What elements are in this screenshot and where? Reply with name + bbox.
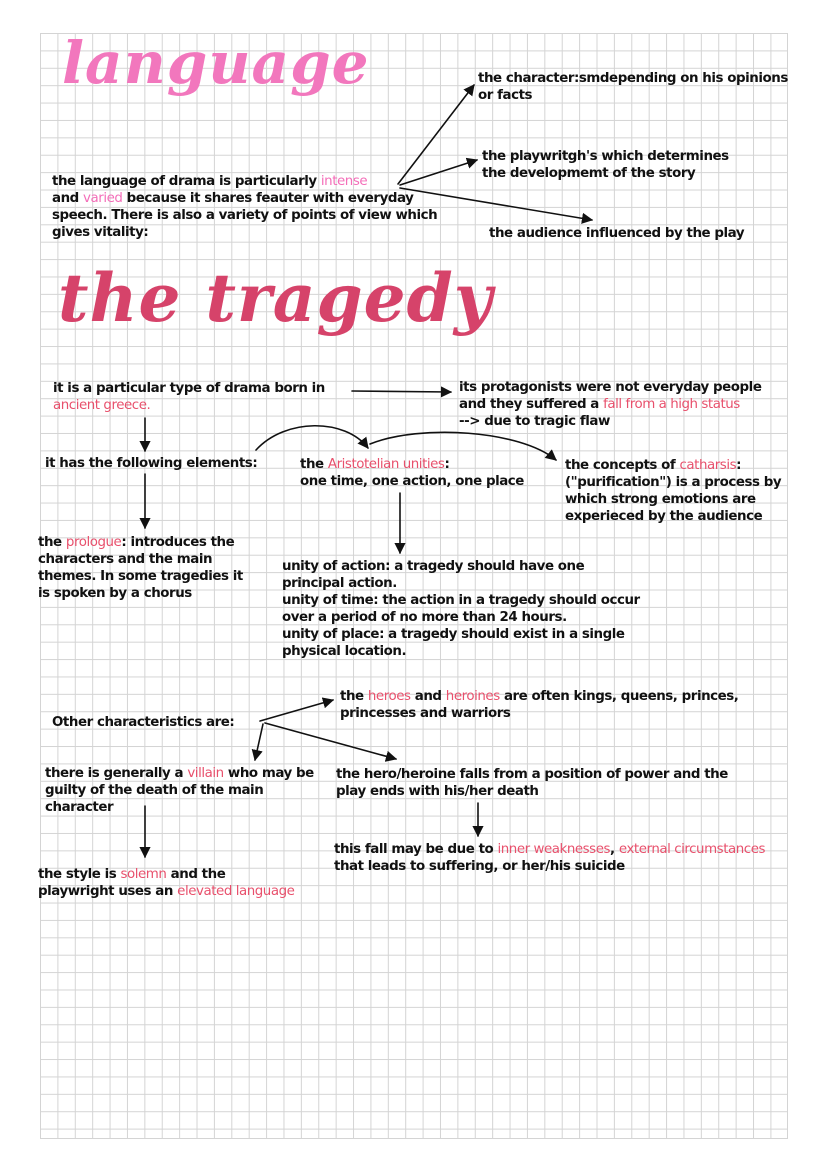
catharsis-note: the concepts of catharsis: ("purification") is a process by which strong emotions are experieced by the audience xyxy=(565,458,782,524)
unity-details-note: unity of action: a tragedy should have one principal action. unity of time: the action in a tragedy should occur over a period of no more than 24 hours. unity of place: a tragedy should exist in a single physical location. xyxy=(282,559,640,659)
other-characteristics-note: Other characteristics are: xyxy=(52,715,235,730)
elements-note: it has the following elements: xyxy=(45,456,258,471)
heroes-note: the heroes and heroines are often kings, queens, princes, princesses and warriors xyxy=(340,689,739,721)
villain-note: there is generally a villain who may be guilty of the death of the main character xyxy=(45,766,314,815)
title-tragedy: the tragedy xyxy=(58,259,494,337)
origin-note: it is a particular type of drama born in ancient greece. xyxy=(53,381,325,413)
hero-fall-note: the hero/heroine falls from a position of power and the play ends with his/her death xyxy=(336,767,728,799)
unities-note: the Aristotelian unities: one time, one action, one place xyxy=(300,457,524,489)
title-language: language xyxy=(62,29,370,97)
protagonists-note: its protagonists were not everyday people and they suffered a fall from a high status --> due to tragic flaw xyxy=(459,380,762,429)
prologue-note: the prologue: introduces the characters and the main themes. In some tragedies it is spoken by a chorus xyxy=(38,535,243,601)
language-intro-note: the language of drama is particularly intense and varied because it shares feauter with everyday speech. There is also a variety of points of view which gives vitality: xyxy=(52,174,438,240)
view-character-note: the character:smdepending on his opinions or facts xyxy=(478,71,788,103)
view-audience-note: the audience influenced by the play xyxy=(489,226,745,241)
view-playwright-note: the playwritgh's which determines the developmemt of the story xyxy=(482,149,729,181)
style-note: the style is solemn and the playwright uses an elevated language xyxy=(38,867,295,899)
fall-cause-note: this fall may be due to inner weaknesses, external circumstances that leads to suffering, or her/his suicide xyxy=(334,842,766,874)
